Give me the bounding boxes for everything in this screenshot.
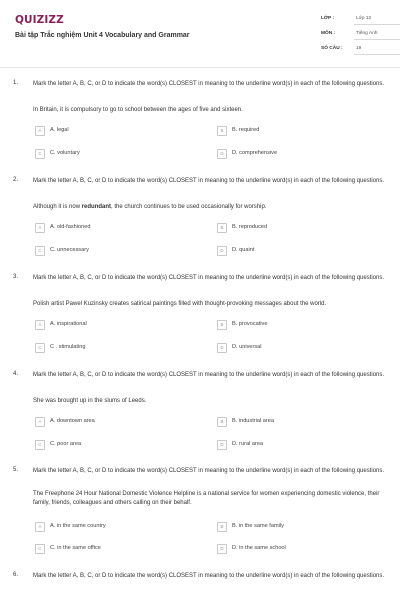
question-instruction: Mark the letter A, B, C, or D to indicate the word(s) CLOSEST in meaning to the underline word(s) in each of the following questions. bbox=[33, 372, 385, 378]
passage-text: , the church continues to be used occasionally for worship. bbox=[111, 204, 267, 210]
highlighted-word: redundant bbox=[81, 204, 112, 210]
question-number: 5. bbox=[13, 467, 19, 473]
option-label: C . stimulating bbox=[50, 344, 86, 350]
page-title: Bài tập Trắc nghiệm Unit 4 Vocabulary and Grammar bbox=[15, 32, 190, 39]
option-letter-box: A bbox=[35, 320, 45, 330]
question-number: 1. bbox=[13, 80, 19, 86]
header-divider bbox=[0, 67, 400, 68]
option-letter-box: C bbox=[35, 149, 45, 159]
option-letter-box: A bbox=[35, 522, 45, 532]
option-label: A. in the same country bbox=[50, 523, 106, 529]
option-label: B. industrial area bbox=[232, 418, 274, 424]
option-letter-box: B bbox=[217, 417, 227, 427]
question-number: 2. bbox=[13, 177, 19, 183]
option-label: C. in the same office bbox=[50, 545, 101, 551]
option-label: A. inspirational bbox=[50, 321, 87, 327]
option-label: C. voluntary bbox=[50, 150, 80, 156]
meta-class-label: LỚP : bbox=[321, 16, 335, 21]
option-letter-box: D bbox=[217, 343, 227, 353]
question-instruction: Mark the letter A, B, C, or D to indicate the word(s) CLOSEST in meaning to the underline word(s) in each of the following questions. bbox=[33, 178, 385, 184]
option-letter-box: D bbox=[217, 440, 227, 450]
option-label: A. downtown area bbox=[50, 418, 95, 424]
option-label: D. comprehensive bbox=[232, 150, 278, 156]
question-instruction: Mark the letter A, B, C, or D to indicate the word(s) CLOSEST in meaning to the underline word(s) in each of the following questions. bbox=[33, 573, 385, 579]
option-letter-box: B bbox=[217, 522, 227, 532]
question-number: 4. bbox=[13, 371, 19, 377]
option-letter-box: A bbox=[35, 223, 45, 233]
question-passage bbox=[33, 203, 385, 212]
option-label: B. required bbox=[232, 127, 260, 133]
meta-count-label: SỐ CÂU : bbox=[321, 46, 343, 51]
option-letter-box: C bbox=[35, 544, 45, 554]
question-instruction: Mark the letter A, B, C, or D to indicate the word(s) CLOSEST in meaning to the underline word(s) in each of the following questions. bbox=[33, 81, 385, 87]
question-number: 3. bbox=[13, 274, 19, 280]
option-letter-box: D bbox=[217, 149, 227, 159]
option-label: B. in the same family bbox=[232, 523, 284, 529]
option-label: C. unnecessary bbox=[50, 247, 89, 253]
option-letter-box: B bbox=[217, 126, 227, 136]
question-number: 6. bbox=[13, 572, 19, 578]
question-instruction: Mark the letter A, B, C, or D to indicate the word(s) CLOSEST in meaning to the underline word(s) in each of the following questions. bbox=[33, 275, 385, 281]
meta-subject-value: Tiếng Anh bbox=[356, 31, 378, 36]
meta-class-value: Lớp 12 bbox=[356, 16, 372, 21]
option-letter-box: D bbox=[217, 246, 227, 256]
option-label: A. old-fashioned bbox=[50, 224, 91, 230]
option-label: B. provocative bbox=[232, 321, 268, 327]
option-label: D. universal bbox=[232, 344, 262, 350]
question-passage: The Freephone 24 Hour National Domestic Violence Helpline is a national service for women experiencing domestic violence, their family, friends, colleagues and others calling on their behalf. bbox=[33, 491, 380, 506]
option-letter-box: D bbox=[217, 544, 227, 554]
meta-subject-label: MÔN : bbox=[321, 31, 336, 36]
option-label: D. rural area bbox=[232, 441, 264, 447]
question-passage: In Britain, it is compulsory to go to school between the ages of five and sixteen. bbox=[33, 107, 243, 113]
option-letter-box: A bbox=[35, 417, 45, 427]
option-letter-box: C bbox=[35, 440, 45, 450]
question-passage: Polish artist Pawel Kuzinsky creates satirical paintings filled with thought-provoking messages about the world. bbox=[33, 301, 327, 307]
option-letter-box: B bbox=[217, 223, 227, 233]
question-instruction: Mark the letter A, B, C, or D to indicate the word(s) CLOSEST in meaning to the underline word(s) in each of the following questions. bbox=[33, 468, 385, 474]
option-letter-box: A bbox=[35, 126, 45, 136]
option-label: D. quaint bbox=[232, 247, 255, 253]
quizizz-logo: QUIZIZZ bbox=[15, 14, 64, 26]
option-label: A. legal bbox=[50, 127, 69, 133]
passage-text: Although it is now bbox=[33, 204, 82, 210]
meta-count-value: 19 bbox=[356, 46, 362, 51]
option-letter-box: C bbox=[35, 246, 45, 256]
option-label: C. poor area bbox=[50, 441, 82, 447]
option-letter-box: C bbox=[35, 343, 45, 353]
question-passage: She was brought up in the slums of Leeds. bbox=[33, 398, 147, 404]
option-label: D. in the same school bbox=[232, 545, 286, 551]
option-letter-box: B bbox=[217, 320, 227, 330]
option-label: B. reproduced bbox=[232, 224, 268, 230]
